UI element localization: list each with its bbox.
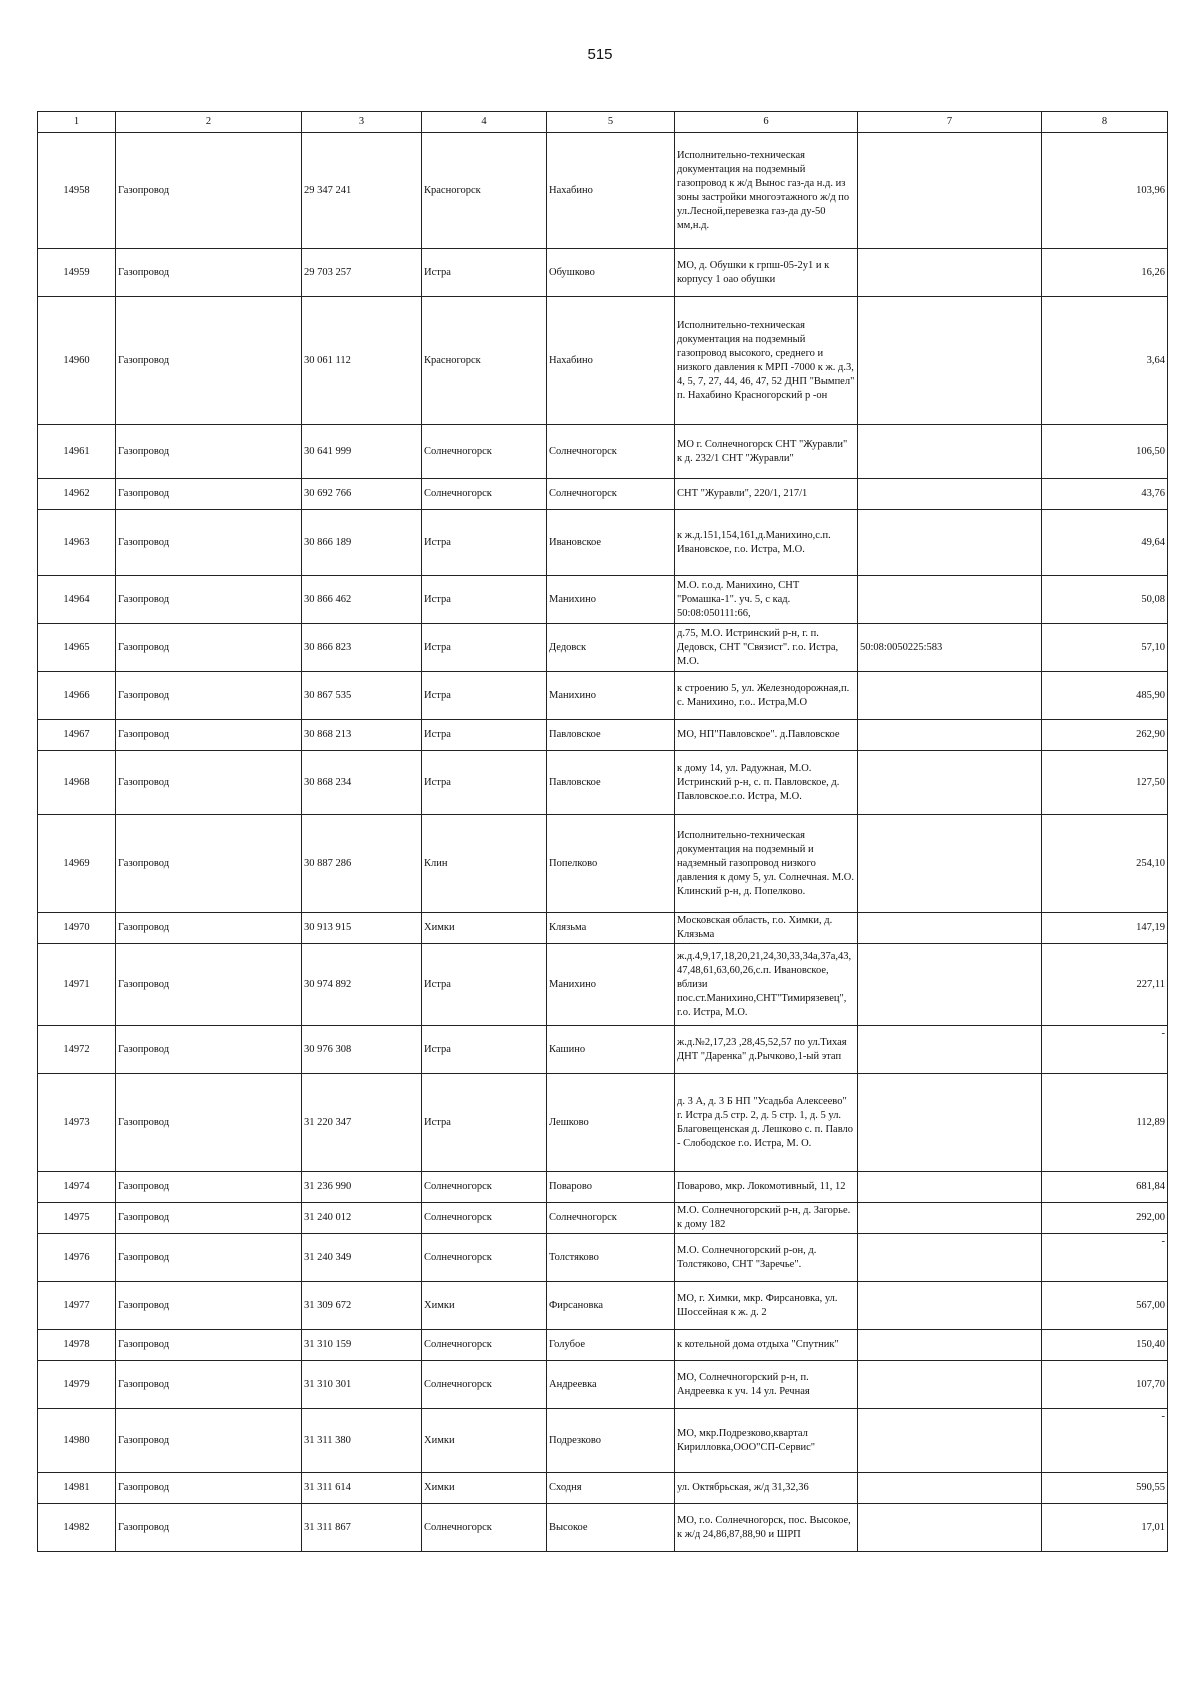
object-code: 31 311 867 bbox=[302, 1504, 422, 1552]
address: МО, Солнечногорский р-н, п. Андреевка к уч. 14 ул. Речная bbox=[675, 1361, 858, 1409]
cadastral-number bbox=[858, 672, 1042, 720]
object-code: 29 347 241 bbox=[302, 133, 422, 249]
object-type: Газопровод bbox=[116, 1330, 302, 1361]
locality: Голубое bbox=[547, 1330, 675, 1361]
length-value: 57,10 bbox=[1042, 624, 1168, 672]
object-type: Газопровод bbox=[116, 479, 302, 510]
length-value: 103,96 bbox=[1042, 133, 1168, 249]
locality: Нахабино bbox=[547, 297, 675, 425]
cadastral-number bbox=[858, 913, 1042, 944]
object-type: Газопровод bbox=[116, 1409, 302, 1473]
locality: Солнечногорск bbox=[547, 479, 675, 510]
district: Химки bbox=[422, 1282, 547, 1330]
table-row bbox=[38, 1361, 1168, 1409]
table-row bbox=[38, 751, 1168, 815]
object-code: 30 867 535 bbox=[302, 672, 422, 720]
length-value: 107,70 bbox=[1042, 1361, 1168, 1409]
cadastral-number bbox=[858, 1361, 1042, 1409]
length-value: 43,76 bbox=[1042, 479, 1168, 510]
object-code: 30 692 766 bbox=[302, 479, 422, 510]
locality: Павловское bbox=[547, 751, 675, 815]
header-row bbox=[38, 112, 1168, 133]
address: М.О. г.о.д. Манихино, СНТ "Ромашка-1". уч. 5, с кад. 50:08:050111:66, bbox=[675, 576, 858, 624]
object-code: 31 310 159 bbox=[302, 1330, 422, 1361]
object-code: 30 887 286 bbox=[302, 815, 422, 913]
object-type: Газопровод bbox=[116, 913, 302, 944]
row-number: 14973 bbox=[38, 1074, 116, 1172]
address: ж.д.4,9,17,18,20,21,24,30,33,34а,37а,43,47,48,61,63,60,26,с.п. Ивановское, вблизи пос.ст.Манихино,СНТ"Тимирязевец", г.о. Истра, М.О. bbox=[675, 944, 858, 1026]
address: Исполнительно-техническая документация на подземный и надземный газопровод низкого давления к дому 5, ул. Солнечная. М.О. Клинский р-н, д. Попелково. bbox=[675, 815, 858, 913]
address: М.О. Солнечногорский р-н, д. Загорье. к дому 182 bbox=[675, 1203, 858, 1234]
address: Исполнительно-техническая документация на подземный газопровод высокого, среднего и низкого давления к МРП -7000 к ж. д.3, 4, 5, 7, 27, 44, 46, 47, 52 ДНП "Вымпел" п. Нахабино Красногорский р -он bbox=[675, 297, 858, 425]
locality: Попелково bbox=[547, 815, 675, 913]
object-code: 31 310 301 bbox=[302, 1361, 422, 1409]
address: Поварово, мкр. Локомотивный, 11, 12 bbox=[675, 1172, 858, 1203]
cadastral-number bbox=[858, 944, 1042, 1026]
object-code: 30 913 915 bbox=[302, 913, 422, 944]
object-code: 30 868 234 bbox=[302, 751, 422, 815]
length-value: 127,50 bbox=[1042, 751, 1168, 815]
locality: Манихино bbox=[547, 944, 675, 1026]
object-type: Газопровод bbox=[116, 672, 302, 720]
locality: Обушково bbox=[547, 249, 675, 297]
table-row bbox=[38, 1172, 1168, 1203]
length-value: 567,00 bbox=[1042, 1282, 1168, 1330]
table-row bbox=[38, 479, 1168, 510]
district: Красногорск bbox=[422, 133, 547, 249]
row-number: 14966 bbox=[38, 672, 116, 720]
cadastral-number bbox=[858, 1504, 1042, 1552]
locality: Павловское bbox=[547, 720, 675, 751]
district: Солнечногорск bbox=[422, 425, 547, 479]
length-value: 112,89 bbox=[1042, 1074, 1168, 1172]
table-row bbox=[38, 133, 1168, 249]
table-row bbox=[38, 1473, 1168, 1504]
locality: Толстяково bbox=[547, 1234, 675, 1282]
row-number: 14971 bbox=[38, 944, 116, 1026]
table-row bbox=[38, 1026, 1168, 1074]
cadastral-number bbox=[858, 1409, 1042, 1473]
cadastral-number: 50:08:0050225:583 bbox=[858, 624, 1042, 672]
cadastral-number bbox=[858, 479, 1042, 510]
row-number: 14958 bbox=[38, 133, 116, 249]
table-row bbox=[38, 510, 1168, 576]
address: ул. Октябрьская, ж/д 31,32,36 bbox=[675, 1473, 858, 1504]
cadastral-number bbox=[858, 510, 1042, 576]
address: МО, г. Химки, мкр. Фирсановка, ул. Шоссейная к ж. д. 2 bbox=[675, 1282, 858, 1330]
row-number: 14977 bbox=[38, 1282, 116, 1330]
table-row bbox=[38, 913, 1168, 944]
locality: Манихино bbox=[547, 672, 675, 720]
cadastral-number bbox=[858, 720, 1042, 751]
table-row bbox=[38, 672, 1168, 720]
district: Солнечногорск bbox=[422, 1203, 547, 1234]
cadastral-number bbox=[858, 425, 1042, 479]
locality: Лешково bbox=[547, 1074, 675, 1172]
object-type: Газопровод bbox=[116, 133, 302, 249]
address: СНТ "Журавли", 220/1, 217/1 bbox=[675, 479, 858, 510]
column-header: 6 bbox=[675, 112, 858, 133]
length-value: 150,40 bbox=[1042, 1330, 1168, 1361]
district: Химки bbox=[422, 913, 547, 944]
object-type: Газопровод bbox=[116, 1361, 302, 1409]
locality: Солнечногорск bbox=[547, 425, 675, 479]
table-row bbox=[38, 249, 1168, 297]
address: М.О. Солнечногорский р-он, д. Толстяково, СНТ "Заречье". bbox=[675, 1234, 858, 1282]
length-value: 262,90 bbox=[1042, 720, 1168, 751]
district: Солнечногорск bbox=[422, 1234, 547, 1282]
object-type: Газопровод bbox=[116, 1026, 302, 1074]
length-value: 49,64 bbox=[1042, 510, 1168, 576]
locality: Дедовск bbox=[547, 624, 675, 672]
address: МО, г.о. Солнечногорск, пос. Высокое, к ж/д 24,86,87,88,90 и ШРП bbox=[675, 1504, 858, 1552]
district: Солнечногорск bbox=[422, 1361, 547, 1409]
address: к котельной дома отдыха "Спутник" bbox=[675, 1330, 858, 1361]
length-value: 50,08 bbox=[1042, 576, 1168, 624]
object-code: 30 866 823 bbox=[302, 624, 422, 672]
column-header: 4 bbox=[422, 112, 547, 133]
object-code: 31 220 347 bbox=[302, 1074, 422, 1172]
locality: Клязьма bbox=[547, 913, 675, 944]
length-value: 292,00 bbox=[1042, 1203, 1168, 1234]
locality: Подрезково bbox=[547, 1409, 675, 1473]
object-code: 30 866 462 bbox=[302, 576, 422, 624]
table-row bbox=[38, 1203, 1168, 1234]
length-value: 485,90 bbox=[1042, 672, 1168, 720]
row-number: 14981 bbox=[38, 1473, 116, 1504]
row-number: 14976 bbox=[38, 1234, 116, 1282]
object-code: 30 641 999 bbox=[302, 425, 422, 479]
length-value: 17,01 bbox=[1042, 1504, 1168, 1552]
address: МО, д. Обушки к грпш-05-2у1 и к корпусу 1 оао обушки bbox=[675, 249, 858, 297]
cadastral-number bbox=[858, 133, 1042, 249]
length-value: 227,11 bbox=[1042, 944, 1168, 1026]
cadastral-number bbox=[858, 815, 1042, 913]
object-type: Газопровод bbox=[116, 944, 302, 1026]
length-value: - bbox=[1042, 1026, 1168, 1074]
locality: Солнечногорск bbox=[547, 1203, 675, 1234]
address: к дому 14, ул. Радужная, М.О. Истринский р-н, с. п. Павловское, д. Павловское.г.о. Истра, М.О. bbox=[675, 751, 858, 815]
table-row bbox=[38, 944, 1168, 1026]
row-number: 14980 bbox=[38, 1409, 116, 1473]
district: Истра bbox=[422, 249, 547, 297]
address: д.75, М.О. Истринский р-н, г. п. Дедовск, СНТ "Связист". г.о. Истра, М.О. bbox=[675, 624, 858, 672]
row-number: 14972 bbox=[38, 1026, 116, 1074]
district: Солнечногорск bbox=[422, 1172, 547, 1203]
district: Истра bbox=[422, 1026, 547, 1074]
object-type: Газопровод bbox=[116, 1282, 302, 1330]
table-row bbox=[38, 720, 1168, 751]
object-code: 30 866 189 bbox=[302, 510, 422, 576]
locality: Фирсановка bbox=[547, 1282, 675, 1330]
row-number: 14970 bbox=[38, 913, 116, 944]
object-type: Газопровод bbox=[116, 1203, 302, 1234]
length-value: 254,10 bbox=[1042, 815, 1168, 913]
length-value: 681,84 bbox=[1042, 1172, 1168, 1203]
object-type: Газопровод bbox=[116, 1234, 302, 1282]
row-number: 14975 bbox=[38, 1203, 116, 1234]
cadastral-number bbox=[858, 1026, 1042, 1074]
object-code: 31 240 349 bbox=[302, 1234, 422, 1282]
length-value: - bbox=[1042, 1409, 1168, 1473]
district: Истра bbox=[422, 576, 547, 624]
object-code: 30 868 213 bbox=[302, 720, 422, 751]
district: Истра bbox=[422, 944, 547, 1026]
cadastral-number bbox=[858, 249, 1042, 297]
object-code: 30 976 308 bbox=[302, 1026, 422, 1074]
length-value: 147,19 bbox=[1042, 913, 1168, 944]
column-header: 7 bbox=[858, 112, 1042, 133]
object-type: Газопровод bbox=[116, 1504, 302, 1552]
row-number: 14961 bbox=[38, 425, 116, 479]
object-type: Газопровод bbox=[116, 1172, 302, 1203]
row-number: 14960 bbox=[38, 297, 116, 425]
object-code: 31 309 672 bbox=[302, 1282, 422, 1330]
row-number: 14978 bbox=[38, 1330, 116, 1361]
column-header: 2 bbox=[116, 112, 302, 133]
column-header: 3 bbox=[302, 112, 422, 133]
row-number: 14959 bbox=[38, 249, 116, 297]
address: к строению 5, ул. Железнодорожная,п. с. Манихино, г.о.. Истра,М.О bbox=[675, 672, 858, 720]
object-type: Газопровод bbox=[116, 1473, 302, 1504]
locality: Высокое bbox=[547, 1504, 675, 1552]
cadastral-number bbox=[858, 297, 1042, 425]
cadastral-number bbox=[858, 1330, 1042, 1361]
district: Истра bbox=[422, 720, 547, 751]
row-number: 14964 bbox=[38, 576, 116, 624]
object-code: 31 311 380 bbox=[302, 1409, 422, 1473]
cadastral-number bbox=[858, 1074, 1042, 1172]
locality: Поварово bbox=[547, 1172, 675, 1203]
cadastral-number bbox=[858, 1203, 1042, 1234]
district: Солнечногорск bbox=[422, 479, 547, 510]
object-type: Газопровод bbox=[116, 297, 302, 425]
length-value: - bbox=[1042, 1234, 1168, 1282]
address: ж.д.№2,17,23 ,28,45,52,57 по ул.Тихая ДНТ "Даренка" д.Рычково,1-ый этап bbox=[675, 1026, 858, 1074]
object-type: Газопровод bbox=[116, 576, 302, 624]
table-row bbox=[38, 1330, 1168, 1361]
locality: Андреевка bbox=[547, 1361, 675, 1409]
locality: Манихино bbox=[547, 576, 675, 624]
district: Истра bbox=[422, 624, 547, 672]
length-value: 16,26 bbox=[1042, 249, 1168, 297]
row-number: 14982 bbox=[38, 1504, 116, 1552]
locality: Нахабино bbox=[547, 133, 675, 249]
table-row bbox=[38, 1282, 1168, 1330]
district: Истра bbox=[422, 510, 547, 576]
table-row bbox=[38, 624, 1168, 672]
row-number: 14962 bbox=[38, 479, 116, 510]
row-number: 14963 bbox=[38, 510, 116, 576]
district: Химки bbox=[422, 1409, 547, 1473]
district: Солнечногорск bbox=[422, 1504, 547, 1552]
object-type: Газопровод bbox=[116, 720, 302, 751]
table-row bbox=[38, 297, 1168, 425]
table-row bbox=[38, 425, 1168, 479]
address: МО г. Солнечногорск СНТ "Журавли" к д. 232/1 СНТ "Журавли" bbox=[675, 425, 858, 479]
table-row bbox=[38, 1074, 1168, 1172]
length-value: 3,64 bbox=[1042, 297, 1168, 425]
row-number: 14969 bbox=[38, 815, 116, 913]
district: Солнечногорск bbox=[422, 1330, 547, 1361]
column-header: 1 bbox=[38, 112, 116, 133]
district: Истра bbox=[422, 1074, 547, 1172]
row-number: 14968 bbox=[38, 751, 116, 815]
object-type: Газопровод bbox=[116, 425, 302, 479]
object-code: 31 236 990 bbox=[302, 1172, 422, 1203]
table-row bbox=[38, 576, 1168, 624]
district: Химки bbox=[422, 1473, 547, 1504]
address: МО, мкр.Подрезково,квартал Кирилловка,ООО"СП-Сервис" bbox=[675, 1409, 858, 1473]
object-code: 30 974 892 bbox=[302, 944, 422, 1026]
length-value: 106,50 bbox=[1042, 425, 1168, 479]
object-code: 29 703 257 bbox=[302, 249, 422, 297]
page-number: 515 bbox=[587, 46, 613, 63]
address: д. 3 А, д. 3 Б НП "Усадьба Алексеево" г. Истра д.5 стр. 2, д. 5 стр. 1, д. 5 ул. Благовещенская д. Лешково с. п. Павло - Слободское г.о. Истра, М. О. bbox=[675, 1074, 858, 1172]
object-type: Газопровод bbox=[116, 510, 302, 576]
table-row bbox=[38, 1409, 1168, 1473]
row-number: 14979 bbox=[38, 1361, 116, 1409]
district: Клин bbox=[422, 815, 547, 913]
row-number: 14974 bbox=[38, 1172, 116, 1203]
locality: Кашино bbox=[547, 1026, 675, 1074]
table-row bbox=[38, 1504, 1168, 1552]
object-type: Газопровод bbox=[116, 624, 302, 672]
address: Московская область, г.о. Химки, д. Клязьма bbox=[675, 913, 858, 944]
cadastral-number bbox=[858, 1473, 1042, 1504]
district: Истра bbox=[422, 751, 547, 815]
column-header: 5 bbox=[547, 112, 675, 133]
address: МО, НП"Павловское". д.Павловское bbox=[675, 720, 858, 751]
object-code: 31 311 614 bbox=[302, 1473, 422, 1504]
object-type: Газопровод bbox=[116, 815, 302, 913]
length-value: 590,55 bbox=[1042, 1473, 1168, 1504]
cadastral-number bbox=[858, 1172, 1042, 1203]
cadastral-number bbox=[858, 1234, 1042, 1282]
address: к ж.д.151,154,161,д.Манихино,с.п. Ивановское, г.о. Истра, М.О. bbox=[675, 510, 858, 576]
object-type: Газопровод bbox=[116, 751, 302, 815]
locality: Ивановское bbox=[547, 510, 675, 576]
cadastral-number bbox=[858, 576, 1042, 624]
table-row bbox=[38, 1234, 1168, 1282]
object-code: 30 061 112 bbox=[302, 297, 422, 425]
table-row bbox=[38, 815, 1168, 913]
cadastral-number bbox=[858, 751, 1042, 815]
object-type: Газопровод bbox=[116, 1074, 302, 1172]
locality: Сходня bbox=[547, 1473, 675, 1504]
address: Исполнительно-техническая документация на подземный газопровод к ж/д Вынос газ-да н.д. из зоны застройки многоэтажного ж/д по ул.Лесной,перевезка газ-да ду-50 мм,н.д. bbox=[675, 133, 858, 249]
row-number: 14967 bbox=[38, 720, 116, 751]
cadastral-number bbox=[858, 1282, 1042, 1330]
object-code: 31 240 012 bbox=[302, 1203, 422, 1234]
object-type: Газопровод bbox=[116, 249, 302, 297]
district: Истра bbox=[422, 672, 547, 720]
row-number: 14965 bbox=[38, 624, 116, 672]
registry-table bbox=[37, 111, 1168, 1552]
district: Красногорск bbox=[422, 297, 547, 425]
column-header: 8 bbox=[1042, 112, 1168, 133]
